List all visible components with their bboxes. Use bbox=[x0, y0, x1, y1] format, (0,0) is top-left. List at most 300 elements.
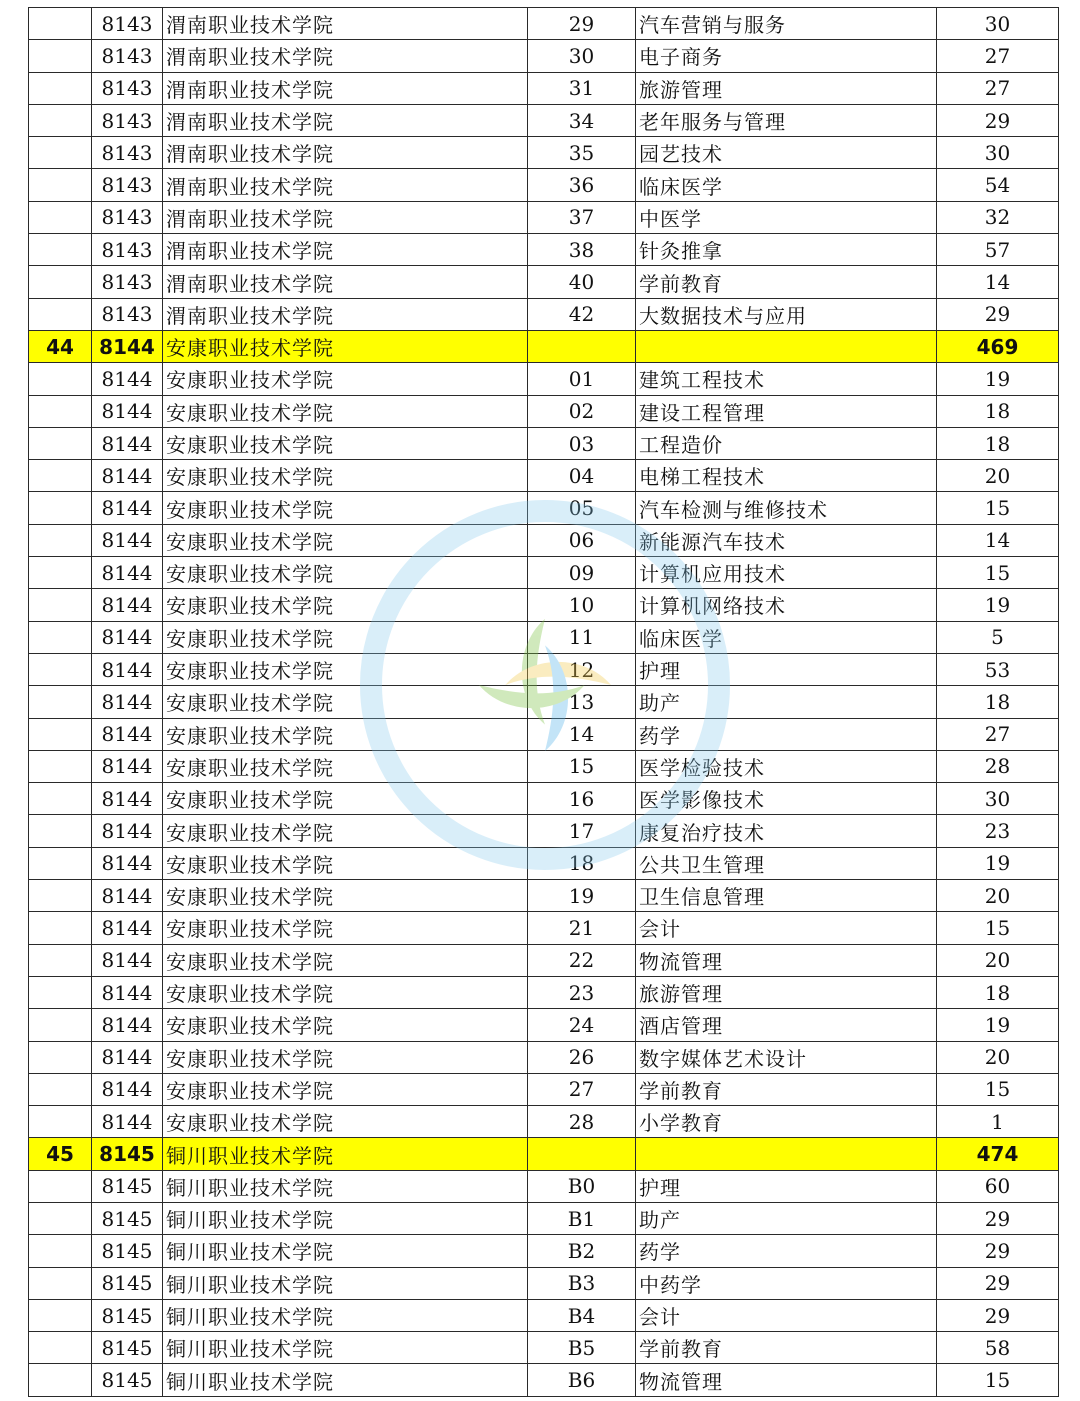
major-name-cell: 会计 bbox=[636, 912, 937, 944]
plan-count-cell: 29 bbox=[937, 1202, 1059, 1234]
group-number-cell bbox=[29, 976, 92, 1008]
plan-count-cell: 19 bbox=[937, 589, 1059, 621]
school-name-cell: 安康职业技术学院 bbox=[163, 1009, 528, 1041]
school-code-cell: 8143 bbox=[92, 298, 163, 330]
school-name-cell: 铜川职业技术学院 bbox=[163, 1235, 528, 1267]
major-code-cell: B4 bbox=[528, 1299, 636, 1331]
plan-count-cell: 29 bbox=[937, 298, 1059, 330]
major-code-cell: 22 bbox=[528, 944, 636, 976]
school-name-cell: 安康职业技术学院 bbox=[163, 815, 528, 847]
group-number-cell bbox=[29, 460, 92, 492]
plan-count-cell: 27 bbox=[937, 72, 1059, 104]
school-name-cell: 安康职业技术学院 bbox=[163, 750, 528, 782]
table-row bbox=[29, 104, 1059, 136]
group-number-cell bbox=[29, 1202, 92, 1234]
plan-count-cell: 29 bbox=[937, 1299, 1059, 1331]
total-count-cell: 474 bbox=[937, 1138, 1059, 1170]
school-name-cell: 铜川职业技术学院 bbox=[163, 1170, 528, 1202]
plan-count-cell: 29 bbox=[937, 1267, 1059, 1299]
group-number-cell bbox=[29, 363, 92, 395]
group-number-cell bbox=[29, 395, 92, 427]
table-row bbox=[29, 72, 1059, 104]
group-number-cell bbox=[29, 234, 92, 266]
school-name-cell: 渭南职业技术学院 bbox=[163, 8, 528, 40]
major-name-cell: 助产 bbox=[636, 686, 937, 718]
plan-count-cell: 19 bbox=[937, 1009, 1059, 1041]
major-code-cell: 23 bbox=[528, 976, 636, 1008]
school-name-cell: 渭南职业技术学院 bbox=[163, 169, 528, 201]
plan-count-cell: 18 bbox=[937, 427, 1059, 459]
major-name-cell: 汽车检测与维修技术 bbox=[636, 492, 937, 524]
major-name-cell: 会计 bbox=[636, 1299, 937, 1331]
table-row bbox=[29, 621, 1059, 653]
table-row bbox=[29, 266, 1059, 298]
school-name-cell: 安康职业技术学院 bbox=[163, 847, 528, 879]
plan-count-cell: 15 bbox=[937, 912, 1059, 944]
group-number-cell bbox=[29, 72, 92, 104]
school-name-cell: 安康职业技术学院 bbox=[163, 395, 528, 427]
table-row bbox=[29, 492, 1059, 524]
plan-count-cell: 20 bbox=[937, 944, 1059, 976]
school-name-cell: 渭南职业技术学院 bbox=[163, 137, 528, 169]
school-code-cell: 8144 bbox=[92, 880, 163, 912]
school-code-cell: 8145 bbox=[92, 1267, 163, 1299]
plan-count-cell: 30 bbox=[937, 8, 1059, 40]
major-code-cell: 01 bbox=[528, 363, 636, 395]
group-number-cell bbox=[29, 1267, 92, 1299]
group-number-cell bbox=[29, 104, 92, 136]
table-row bbox=[29, 460, 1059, 492]
school-name-cell: 安康职业技术学院 bbox=[163, 783, 528, 815]
plan-count-cell: 30 bbox=[937, 137, 1059, 169]
major-name-cell bbox=[636, 330, 937, 362]
group-number-cell bbox=[29, 8, 92, 40]
group-number-cell bbox=[29, 1364, 92, 1396]
plan-count-cell: 32 bbox=[937, 201, 1059, 233]
group-number-cell bbox=[29, 1170, 92, 1202]
group-number-cell bbox=[29, 718, 92, 750]
school-code-cell: 8144 bbox=[92, 621, 163, 653]
school-code-cell: 8144 bbox=[92, 524, 163, 556]
group-number-cell bbox=[29, 880, 92, 912]
school-code-cell: 8144 bbox=[92, 976, 163, 1008]
enrollment-plan-table bbox=[28, 7, 1059, 1397]
group-number-cell bbox=[29, 266, 92, 298]
table-row bbox=[29, 847, 1059, 879]
plan-count-cell: 5 bbox=[937, 621, 1059, 653]
table-row bbox=[29, 1073, 1059, 1105]
plan-count-cell: 53 bbox=[937, 653, 1059, 685]
major-code-cell: 10 bbox=[528, 589, 636, 621]
school-name-cell: 渭南职业技术学院 bbox=[163, 266, 528, 298]
major-code-cell: 26 bbox=[528, 1041, 636, 1073]
school-code-cell: 8143 bbox=[92, 169, 163, 201]
group-number-cell bbox=[29, 589, 92, 621]
school-code-cell: 8144 bbox=[92, 847, 163, 879]
table-row bbox=[29, 1009, 1059, 1041]
plan-count-cell: 19 bbox=[937, 847, 1059, 879]
school-name-cell: 渭南职业技术学院 bbox=[163, 40, 528, 72]
school-code-cell: 8143 bbox=[92, 201, 163, 233]
major-name-cell: 旅游管理 bbox=[636, 72, 937, 104]
group-number-cell bbox=[29, 40, 92, 72]
table-row bbox=[29, 589, 1059, 621]
school-name-cell: 铜川职业技术学院 bbox=[163, 1267, 528, 1299]
school-name-cell: 渭南职业技术学院 bbox=[163, 298, 528, 330]
major-code-cell: B3 bbox=[528, 1267, 636, 1299]
table-row bbox=[29, 783, 1059, 815]
table-row bbox=[29, 298, 1059, 330]
major-name-cell bbox=[636, 1138, 937, 1170]
school-name-cell: 安康职业技术学院 bbox=[163, 621, 528, 653]
plan-count-cell: 27 bbox=[937, 718, 1059, 750]
group-number-cell bbox=[29, 944, 92, 976]
school-code-cell: 8143 bbox=[92, 40, 163, 72]
major-name-cell: 学前教育 bbox=[636, 1332, 937, 1364]
school-code-cell: 8144 bbox=[92, 1073, 163, 1105]
school-name-cell: 安康职业技术学院 bbox=[163, 1106, 528, 1138]
plan-count-cell: 15 bbox=[937, 1364, 1059, 1396]
school-name-cell: 安康职业技术学院 bbox=[163, 976, 528, 1008]
school-summary-row bbox=[29, 1138, 1059, 1170]
school-name-cell: 铜川职业技术学院 bbox=[163, 1332, 528, 1364]
major-code-cell: 29 bbox=[528, 8, 636, 40]
major-name-cell: 计算机应用技术 bbox=[636, 557, 937, 589]
group-number-cell bbox=[29, 137, 92, 169]
major-code-cell: 24 bbox=[528, 1009, 636, 1041]
plan-count-cell: 20 bbox=[937, 460, 1059, 492]
major-name-cell: 临床医学 bbox=[636, 169, 937, 201]
major-name-cell: 临床医学 bbox=[636, 621, 937, 653]
major-name-cell: 工程造价 bbox=[636, 427, 937, 459]
major-code-cell: 12 bbox=[528, 653, 636, 685]
school-name-cell: 渭南职业技术学院 bbox=[163, 234, 528, 266]
major-name-cell: 酒店管理 bbox=[636, 1009, 937, 1041]
major-name-cell: 助产 bbox=[636, 1202, 937, 1234]
group-number-cell: 45 bbox=[29, 1138, 92, 1170]
school-code-cell: 8145 bbox=[92, 1299, 163, 1331]
school-name-cell: 安康职业技术学院 bbox=[163, 1041, 528, 1073]
group-number-cell bbox=[29, 1009, 92, 1041]
school-name-cell: 安康职业技术学院 bbox=[163, 912, 528, 944]
plan-count-cell: 58 bbox=[937, 1332, 1059, 1364]
group-number-cell bbox=[29, 1073, 92, 1105]
table-row bbox=[29, 395, 1059, 427]
school-name-cell: 渭南职业技术学院 bbox=[163, 201, 528, 233]
plan-count-cell: 27 bbox=[937, 40, 1059, 72]
school-code-cell: 8144 bbox=[92, 557, 163, 589]
school-code-cell: 8145 bbox=[92, 1138, 163, 1170]
plan-count-cell: 20 bbox=[937, 1041, 1059, 1073]
plan-count-cell: 57 bbox=[937, 234, 1059, 266]
school-code-cell: 8144 bbox=[92, 492, 163, 524]
table-row bbox=[29, 1364, 1059, 1396]
school-code-cell: 8144 bbox=[92, 783, 163, 815]
school-code-cell: 8144 bbox=[92, 944, 163, 976]
plan-count-cell: 15 bbox=[937, 1073, 1059, 1105]
school-name-cell: 安康职业技术学院 bbox=[163, 589, 528, 621]
group-number-cell bbox=[29, 298, 92, 330]
school-name-cell: 安康职业技术学院 bbox=[163, 1073, 528, 1105]
major-code-cell: 16 bbox=[528, 783, 636, 815]
plan-count-cell: 18 bbox=[937, 976, 1059, 1008]
table-row bbox=[29, 815, 1059, 847]
major-code-cell: 42 bbox=[528, 298, 636, 330]
table-row bbox=[29, 40, 1059, 72]
school-code-cell: 8143 bbox=[92, 104, 163, 136]
school-code-cell: 8145 bbox=[92, 1202, 163, 1234]
major-name-cell: 针灸推拿 bbox=[636, 234, 937, 266]
major-name-cell: 汽车营销与服务 bbox=[636, 8, 937, 40]
table-row bbox=[29, 880, 1059, 912]
school-name-cell: 铜川职业技术学院 bbox=[163, 1138, 528, 1170]
group-number-cell bbox=[29, 621, 92, 653]
school-code-cell: 8144 bbox=[92, 912, 163, 944]
major-code-cell bbox=[528, 330, 636, 362]
table-row bbox=[29, 201, 1059, 233]
major-code-cell: 06 bbox=[528, 524, 636, 556]
group-number-cell bbox=[29, 169, 92, 201]
school-code-cell: 8144 bbox=[92, 815, 163, 847]
major-name-cell: 医学影像技术 bbox=[636, 783, 937, 815]
major-name-cell: 中药学 bbox=[636, 1267, 937, 1299]
major-code-cell: 14 bbox=[528, 718, 636, 750]
school-code-cell: 8145 bbox=[92, 1170, 163, 1202]
total-count-cell: 469 bbox=[937, 330, 1059, 362]
major-name-cell: 园艺技术 bbox=[636, 137, 937, 169]
table-row bbox=[29, 750, 1059, 782]
school-name-cell: 铜川职业技术学院 bbox=[163, 1299, 528, 1331]
school-code-cell: 8144 bbox=[92, 589, 163, 621]
school-name-cell: 安康职业技术学院 bbox=[163, 880, 528, 912]
major-name-cell: 医学检验技术 bbox=[636, 750, 937, 782]
major-name-cell: 护理 bbox=[636, 1170, 937, 1202]
school-code-cell: 8144 bbox=[92, 330, 163, 362]
table-row bbox=[29, 557, 1059, 589]
school-name-cell: 安康职业技术学院 bbox=[163, 718, 528, 750]
school-code-cell: 8144 bbox=[92, 750, 163, 782]
school-name-cell: 安康职业技术学院 bbox=[163, 330, 528, 362]
school-code-cell: 8144 bbox=[92, 427, 163, 459]
table-row bbox=[29, 718, 1059, 750]
school-name-cell: 渭南职业技术学院 bbox=[163, 104, 528, 136]
major-code-cell: 38 bbox=[528, 234, 636, 266]
group-number-cell bbox=[29, 524, 92, 556]
school-code-cell: 8143 bbox=[92, 72, 163, 104]
group-number-cell bbox=[29, 783, 92, 815]
table-row bbox=[29, 1170, 1059, 1202]
table-row bbox=[29, 8, 1059, 40]
major-name-cell: 学前教育 bbox=[636, 1073, 937, 1105]
school-name-cell: 安康职业技术学院 bbox=[163, 460, 528, 492]
group-number-cell bbox=[29, 1106, 92, 1138]
major-code-cell: 21 bbox=[528, 912, 636, 944]
school-code-cell: 8143 bbox=[92, 137, 163, 169]
plan-count-cell: 29 bbox=[937, 104, 1059, 136]
major-code-cell: 11 bbox=[528, 621, 636, 653]
major-name-cell: 药学 bbox=[636, 718, 937, 750]
school-code-cell: 8144 bbox=[92, 1009, 163, 1041]
table-row bbox=[29, 1235, 1059, 1267]
school-code-cell: 8145 bbox=[92, 1235, 163, 1267]
major-code-cell bbox=[528, 1138, 636, 1170]
table-row bbox=[29, 1202, 1059, 1234]
major-name-cell: 卫生信息管理 bbox=[636, 880, 937, 912]
table-row bbox=[29, 653, 1059, 685]
plan-count-cell: 14 bbox=[937, 266, 1059, 298]
major-code-cell: 31 bbox=[528, 72, 636, 104]
major-name-cell: 中医学 bbox=[636, 201, 937, 233]
group-number-cell bbox=[29, 653, 92, 685]
major-code-cell: B2 bbox=[528, 1235, 636, 1267]
group-number-cell bbox=[29, 427, 92, 459]
plan-count-cell: 28 bbox=[937, 750, 1059, 782]
plan-count-cell: 1 bbox=[937, 1106, 1059, 1138]
major-code-cell: 09 bbox=[528, 557, 636, 589]
group-number-cell bbox=[29, 201, 92, 233]
major-code-cell: B5 bbox=[528, 1332, 636, 1364]
major-name-cell: 药学 bbox=[636, 1235, 937, 1267]
plan-count-cell: 19 bbox=[937, 363, 1059, 395]
plan-count-cell: 29 bbox=[937, 1235, 1059, 1267]
school-code-cell: 8143 bbox=[92, 234, 163, 266]
group-number-cell bbox=[29, 1299, 92, 1331]
school-name-cell: 铜川职业技术学院 bbox=[163, 1364, 528, 1396]
major-code-cell: 35 bbox=[528, 137, 636, 169]
plan-count-cell: 54 bbox=[937, 169, 1059, 201]
major-code-cell: 27 bbox=[528, 1073, 636, 1105]
table-row bbox=[29, 1267, 1059, 1299]
table-row bbox=[29, 944, 1059, 976]
major-code-cell: 34 bbox=[528, 104, 636, 136]
major-code-cell: 15 bbox=[528, 750, 636, 782]
school-code-cell: 8144 bbox=[92, 363, 163, 395]
major-name-cell: 新能源汽车技术 bbox=[636, 524, 937, 556]
major-code-cell: 02 bbox=[528, 395, 636, 427]
major-code-cell: 28 bbox=[528, 1106, 636, 1138]
major-name-cell: 大数据技术与应用 bbox=[636, 298, 937, 330]
group-number-cell bbox=[29, 1235, 92, 1267]
school-name-cell: 安康职业技术学院 bbox=[163, 686, 528, 718]
school-summary-row bbox=[29, 330, 1059, 362]
school-name-cell: 安康职业技术学院 bbox=[163, 427, 528, 459]
major-code-cell: 36 bbox=[528, 169, 636, 201]
table-row bbox=[29, 137, 1059, 169]
table-row bbox=[29, 1106, 1059, 1138]
group-number-cell bbox=[29, 750, 92, 782]
major-code-cell: B1 bbox=[528, 1202, 636, 1234]
major-name-cell: 电子商务 bbox=[636, 40, 937, 72]
plan-count-cell: 15 bbox=[937, 492, 1059, 524]
table-row bbox=[29, 169, 1059, 201]
major-name-cell: 物流管理 bbox=[636, 944, 937, 976]
major-name-cell: 数字媒体艺术设计 bbox=[636, 1041, 937, 1073]
table-row bbox=[29, 976, 1059, 1008]
major-code-cell: B6 bbox=[528, 1364, 636, 1396]
table-row bbox=[29, 1332, 1059, 1364]
major-code-cell: 13 bbox=[528, 686, 636, 718]
major-name-cell: 学前教育 bbox=[636, 266, 937, 298]
major-code-cell: 40 bbox=[528, 266, 636, 298]
group-number-cell bbox=[29, 815, 92, 847]
group-number-cell bbox=[29, 686, 92, 718]
major-name-cell: 公共卫生管理 bbox=[636, 847, 937, 879]
school-code-cell: 8144 bbox=[92, 460, 163, 492]
major-name-cell: 老年服务与管理 bbox=[636, 104, 937, 136]
major-code-cell: B0 bbox=[528, 1170, 636, 1202]
school-name-cell: 安康职业技术学院 bbox=[163, 492, 528, 524]
major-name-cell: 建设工程管理 bbox=[636, 395, 937, 427]
major-code-cell: 04 bbox=[528, 460, 636, 492]
group-number-cell bbox=[29, 1041, 92, 1073]
school-code-cell: 8145 bbox=[92, 1364, 163, 1396]
school-name-cell: 铜川职业技术学院 bbox=[163, 1202, 528, 1234]
plan-count-cell: 14 bbox=[937, 524, 1059, 556]
group-number-cell bbox=[29, 912, 92, 944]
table-row bbox=[29, 912, 1059, 944]
table-row bbox=[29, 1041, 1059, 1073]
group-number-cell bbox=[29, 557, 92, 589]
table-row bbox=[29, 686, 1059, 718]
major-code-cell: 30 bbox=[528, 40, 636, 72]
major-name-cell: 旅游管理 bbox=[636, 976, 937, 1008]
group-number-cell bbox=[29, 492, 92, 524]
group-number-cell: 44 bbox=[29, 330, 92, 362]
school-code-cell: 8144 bbox=[92, 718, 163, 750]
school-code-cell: 8144 bbox=[92, 1041, 163, 1073]
major-name-cell: 护理 bbox=[636, 653, 937, 685]
table-row bbox=[29, 524, 1059, 556]
major-name-cell: 小学教育 bbox=[636, 1106, 937, 1138]
enrollment-plan-table-wrapper bbox=[28, 7, 1058, 1397]
table-row bbox=[29, 1299, 1059, 1331]
school-code-cell: 8143 bbox=[92, 8, 163, 40]
major-code-cell: 03 bbox=[528, 427, 636, 459]
plan-count-cell: 60 bbox=[937, 1170, 1059, 1202]
school-name-cell: 渭南职业技术学院 bbox=[163, 72, 528, 104]
major-code-cell: 37 bbox=[528, 201, 636, 233]
school-name-cell: 安康职业技术学院 bbox=[163, 944, 528, 976]
major-code-cell: 17 bbox=[528, 815, 636, 847]
plan-count-cell: 15 bbox=[937, 557, 1059, 589]
major-name-cell: 计算机网络技术 bbox=[636, 589, 937, 621]
major-name-cell: 康复治疗技术 bbox=[636, 815, 937, 847]
table-body bbox=[29, 8, 1059, 1397]
group-number-cell bbox=[29, 1332, 92, 1364]
school-code-cell: 8144 bbox=[92, 653, 163, 685]
table-row bbox=[29, 234, 1059, 266]
plan-count-cell: 30 bbox=[937, 783, 1059, 815]
plan-count-cell: 18 bbox=[937, 395, 1059, 427]
school-name-cell: 安康职业技术学院 bbox=[163, 524, 528, 556]
school-code-cell: 8145 bbox=[92, 1332, 163, 1364]
plan-count-cell: 18 bbox=[937, 686, 1059, 718]
major-name-cell: 建筑工程技术 bbox=[636, 363, 937, 395]
major-name-cell: 物流管理 bbox=[636, 1364, 937, 1396]
table-row bbox=[29, 427, 1059, 459]
major-code-cell: 05 bbox=[528, 492, 636, 524]
major-code-cell: 19 bbox=[528, 880, 636, 912]
group-number-cell bbox=[29, 847, 92, 879]
school-name-cell: 安康职业技术学院 bbox=[163, 557, 528, 589]
school-code-cell: 8143 bbox=[92, 266, 163, 298]
table-row bbox=[29, 363, 1059, 395]
school-name-cell: 安康职业技术学院 bbox=[163, 363, 528, 395]
plan-count-cell: 20 bbox=[937, 880, 1059, 912]
plan-count-cell: 23 bbox=[937, 815, 1059, 847]
school-code-cell: 8144 bbox=[92, 395, 163, 427]
school-code-cell: 8144 bbox=[92, 1106, 163, 1138]
